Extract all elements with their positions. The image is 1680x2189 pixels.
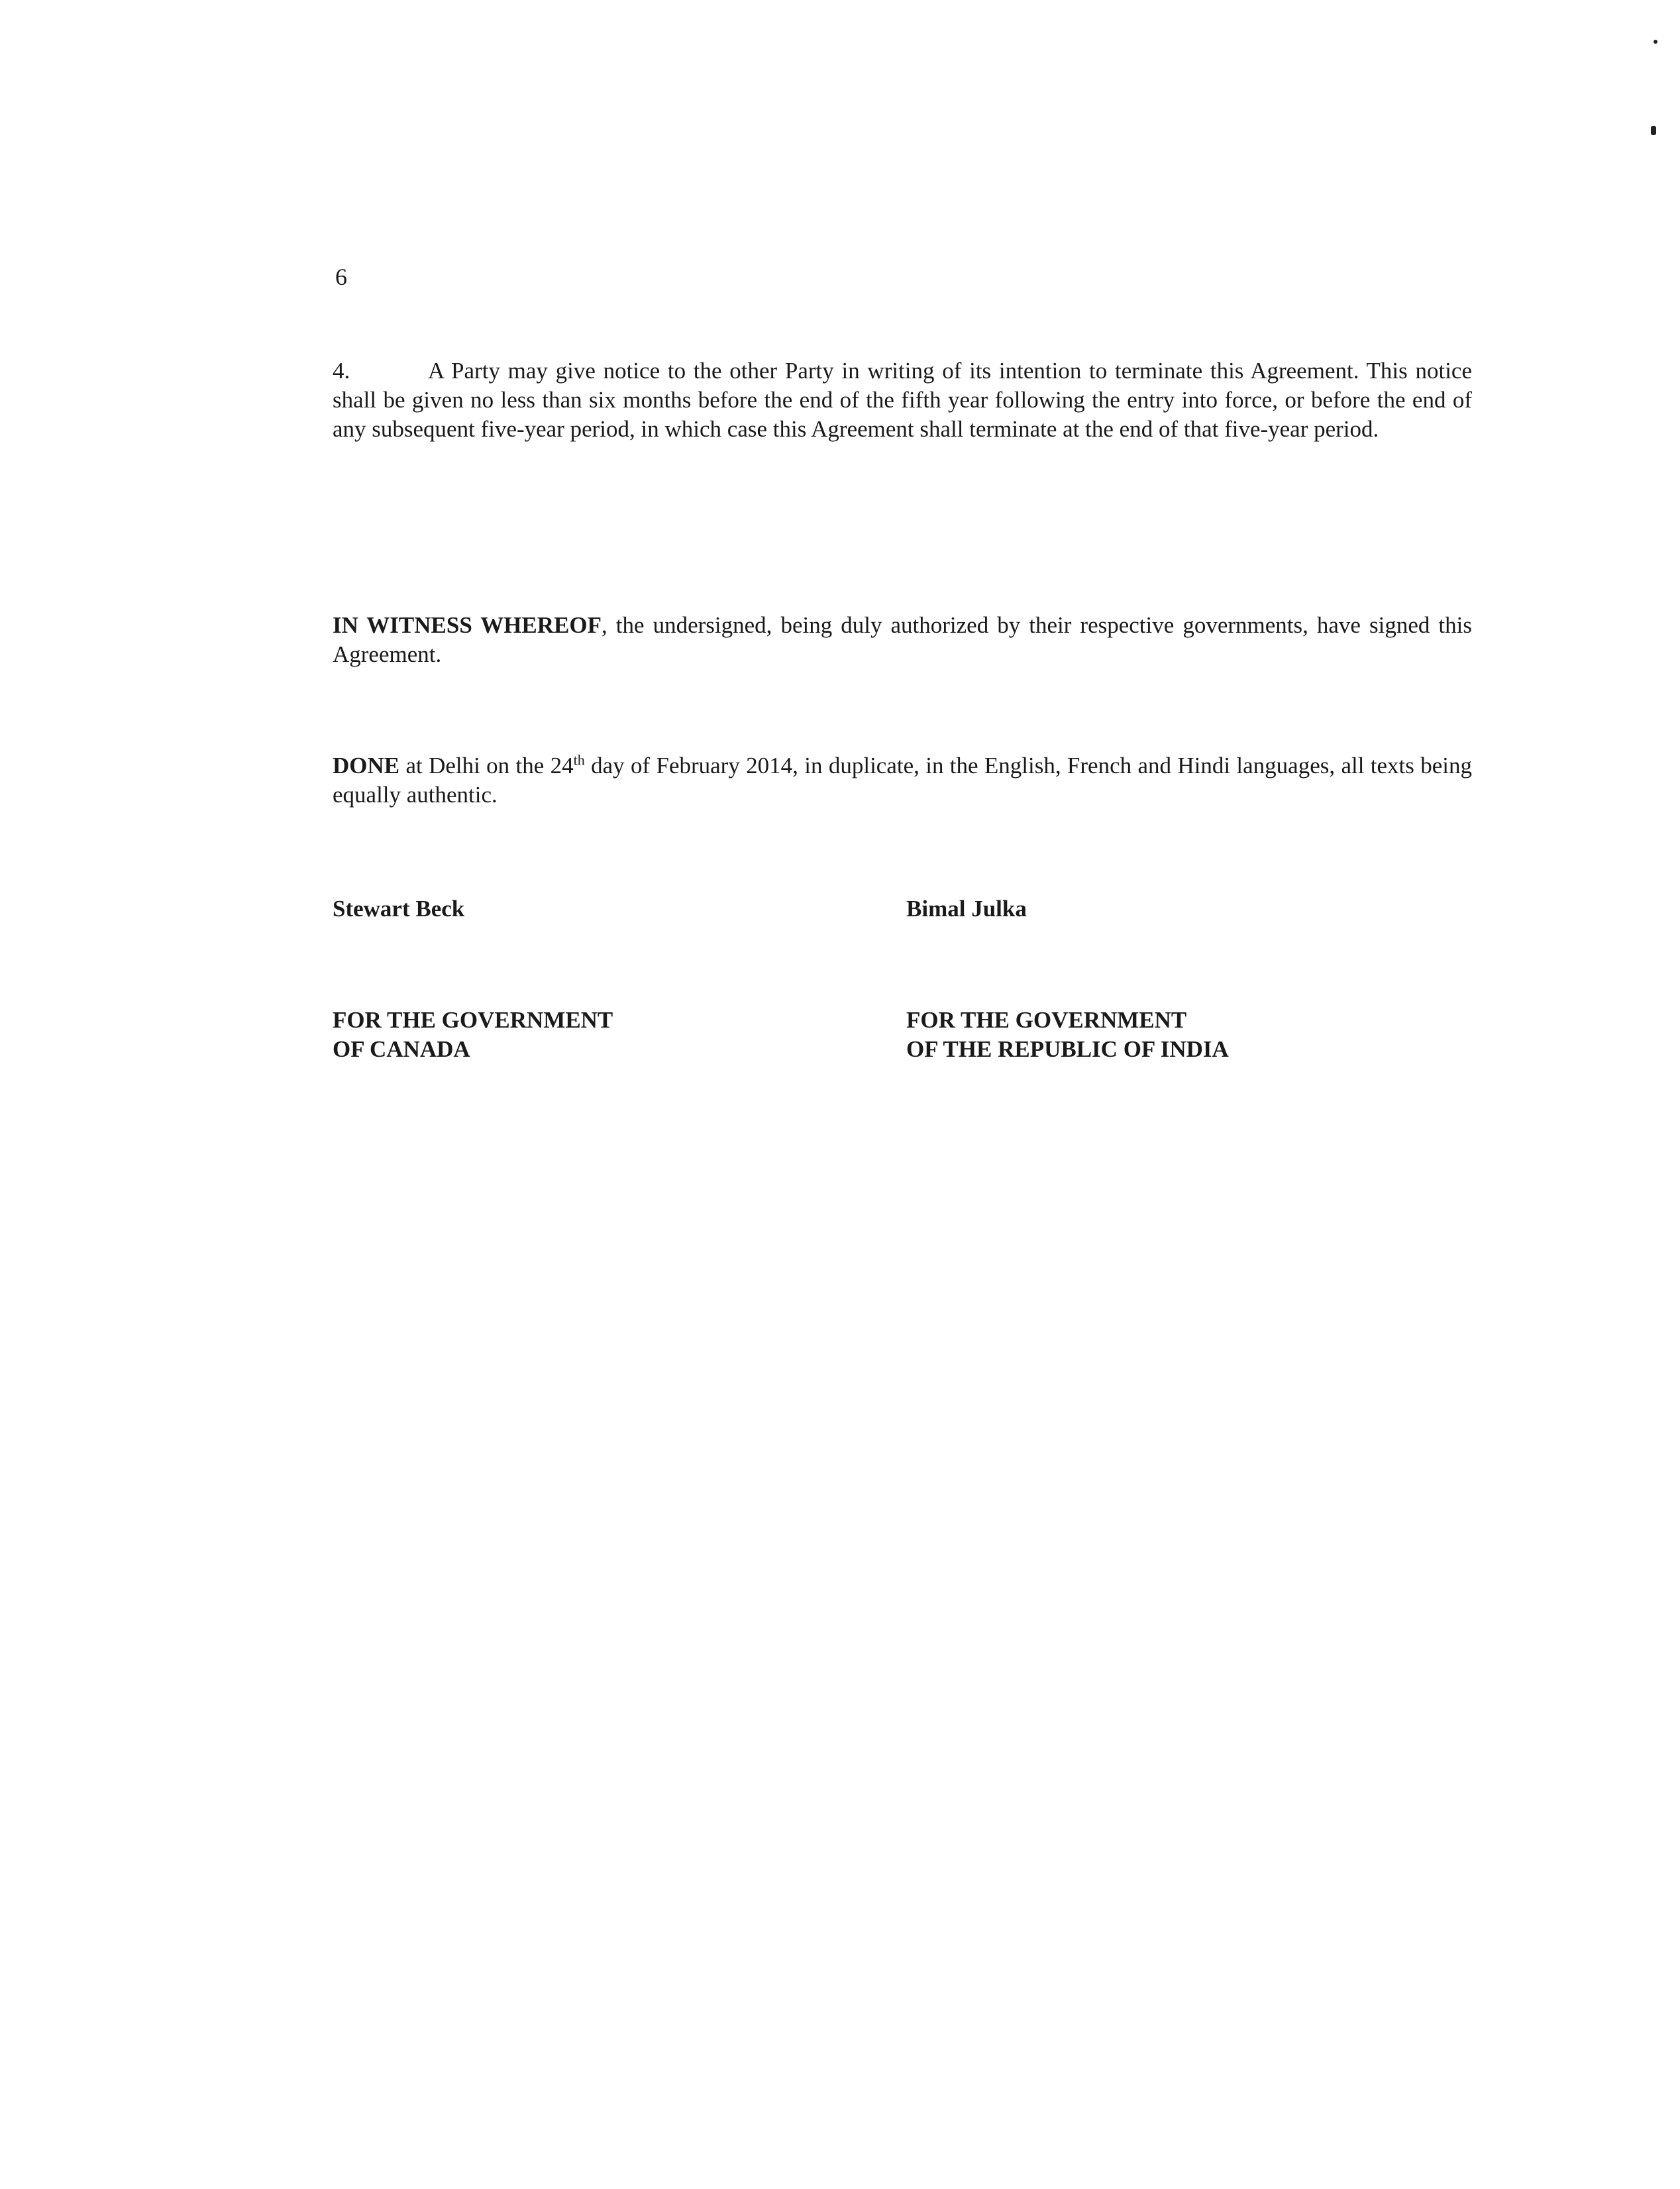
ordinal-suffix: th bbox=[573, 751, 585, 769]
government-line-2: OF CANADA bbox=[333, 1036, 470, 1062]
witness-text: , the undersigned, being duly authorized by their respective governments, have signed this Agreement. bbox=[333, 612, 1472, 667]
termination-clause bbox=[333, 356, 1472, 444]
government-block-canada bbox=[333, 1006, 613, 1064]
page-number: 6 bbox=[335, 264, 347, 290]
government-line-1: FOR THE GOVERNMENT bbox=[333, 1007, 613, 1033]
witness-paragraph bbox=[333, 611, 1472, 669]
scan-speck bbox=[1651, 126, 1656, 135]
done-text-start: at Delhi on the 24 bbox=[399, 753, 574, 778]
government-line-1: FOR THE GOVERNMENT bbox=[906, 1007, 1187, 1033]
government-line-2: OF THE REPUBLIC OF INDIA bbox=[906, 1036, 1229, 1062]
witness-lead: IN WITNESS WHEREOF bbox=[333, 612, 602, 638]
scan-speck bbox=[1654, 40, 1657, 44]
done-lead: DONE bbox=[333, 753, 400, 778]
done-text-end: day of February 2014, in duplicate, in the English, French and Hindi languages, all texts being equally authentic. bbox=[333, 753, 1472, 808]
signatory-name-india: Bimal Julka bbox=[906, 896, 1027, 922]
clause-text: A Party may give notice to the other Party in writing of its intention to terminate this Agreement. This notice shall be given no less than six months before the end of the fifth year following the entry into force, or before the end of any subsequent five-year period, in which case this Agreement shall terminate at the end of that five-year period. bbox=[333, 358, 1472, 442]
government-block-india bbox=[906, 1006, 1229, 1064]
done-paragraph bbox=[333, 751, 1472, 810]
clause-number: 4. bbox=[333, 358, 350, 384]
signatory-name-canada: Stewart Beck bbox=[333, 896, 465, 922]
